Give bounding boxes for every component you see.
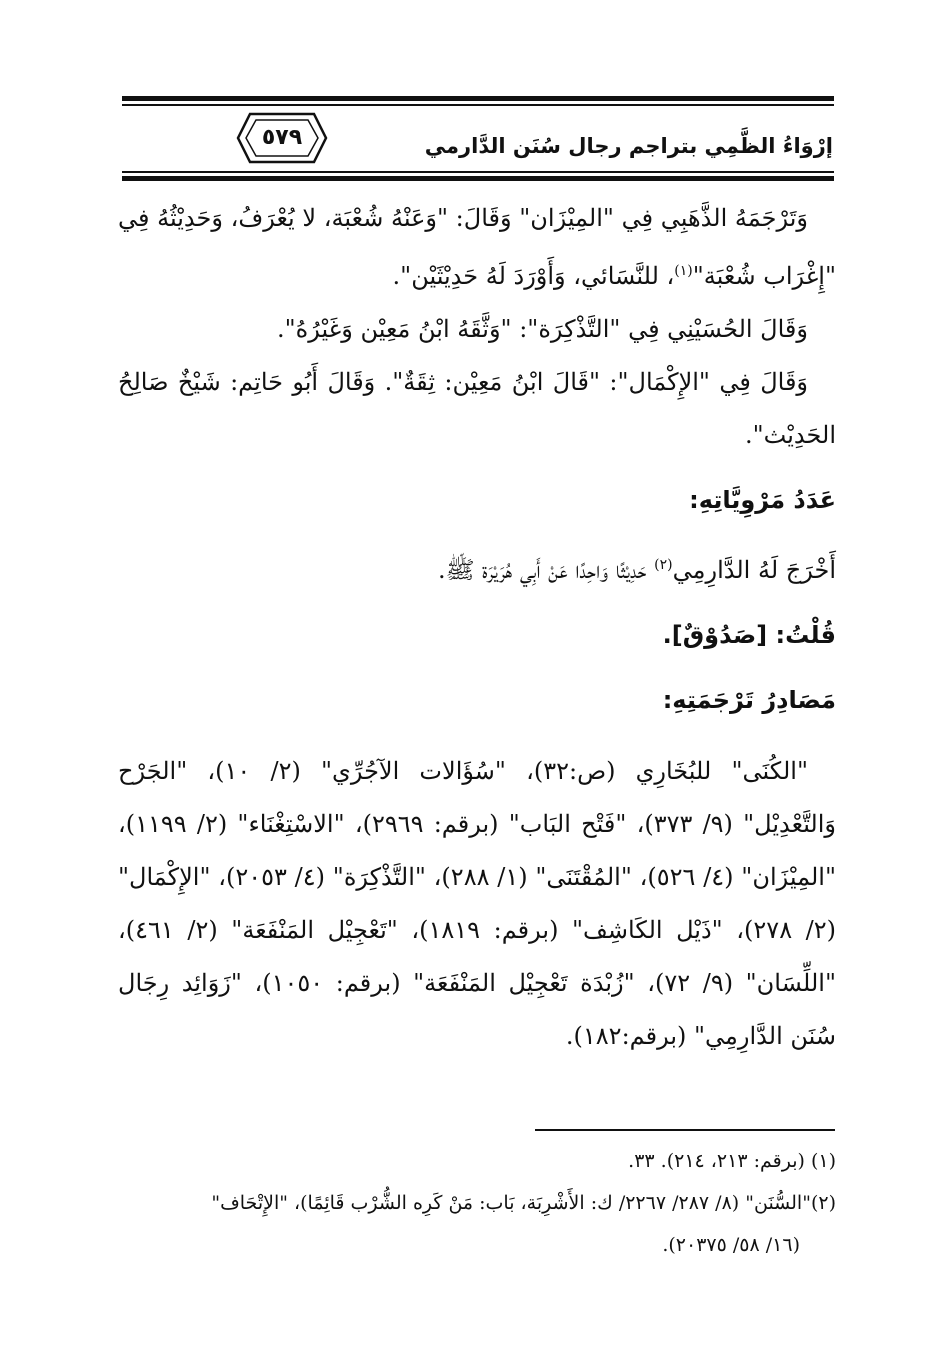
footnotes bbox=[118, 1140, 836, 1266]
paragraph bbox=[118, 192, 836, 303]
main-text bbox=[118, 192, 836, 1063]
paragraph bbox=[118, 539, 836, 597]
header-rule bbox=[122, 176, 834, 181]
paragraph: وَقَالَ الحُسَيْنِي فِي "التَّذْكِرَة": "وَثَّقَهُ ابْنُ مَعِيْن وَغَيْرُهُ". bbox=[276, 315, 808, 343]
paragraph-text: وَتَرْجَمَهُ الذَّهَبِي فِي "المِيْزَان" وَقَالَ: "وَعَنْهُ شُعْبَة، لا يُعْرَفُ، وَحَدِيْثُهُ فِي "إِغْرَاب شُعْبَة" bbox=[118, 204, 836, 290]
footnote-marker: (١) bbox=[674, 263, 693, 279]
section-heading: عَدَدُ مَرْوِيَّاتِهِ: bbox=[689, 486, 836, 514]
paragraph-text: أَخْرَجَ لَهُ الدَّارِمِي bbox=[672, 556, 836, 584]
header-rule bbox=[122, 96, 834, 101]
footnote-2-continued: (١٦/ ٥٨/ ٢٠٣٧٥). bbox=[662, 1234, 800, 1256]
footnote-marker: (٢) bbox=[654, 557, 673, 573]
sources-paragraph: "الكُنَى" للبُخَارِي (ص:٣٢)، "سُؤَالات الآجُرِّي" (٢/ ١٠)، "الجَرْح وَالتَّعْدِيْل" (٩/ ٣٧٣)، "فَتْح البَاب" (برقم: ٢٩٦٩)، "الاسْتِغْنَاء" (٢/ ١١٩٩)، "المِيْزَان" (٤/ ٥٢٦)، "المُقْتَنَى" (١/ ٢٨٨)، "التَّذْكِرَة" (٤/ ٢٠٥٣)، "الإِكْمَال" (٢/ ٢٧٨)، "ذَيْل الكَاشِف" (برقم: ١٨١٩)، "تَعْجِيْل المَنْفَعَة" (٢/ ٤٦١)، "اللِّسَان" (٩/ ٧٢)، "زُبْدَة تَعْجِيْل المَنْفَعَة" (برقم: ١٠٥٠)، "زَوَائِد رِجَال سُنَن الدَّارِمِي" (برقم:١٨٢). bbox=[118, 757, 837, 1050]
paragraph-text: حَدِيْثًا وَاحِدًا عَنْ أَبِي هُرَيْرَة ﷺ. bbox=[437, 556, 655, 584]
book-title: إرْوَاءُ الظَّمِي بتراجم رجال سُنَن الدَّارمي bbox=[424, 134, 833, 158]
footnote-divider bbox=[535, 1129, 835, 1131]
section-heading: مَصَادِرُ تَرْجَمَتِهِ: bbox=[662, 686, 836, 714]
header-rule-thin bbox=[122, 171, 834, 173]
paragraph-text: ، للنَّسَائي، وَأَوْرَدَ لَهُ حَدِيْثَيْن". bbox=[392, 262, 675, 290]
page-number: ٥٧٩ bbox=[261, 125, 303, 150]
header-rule-thin bbox=[122, 104, 834, 106]
paragraph: وَقَالَ فِي "الإِكْمَال": "قَالَ ابْنُ مَعِيْن: ثِقَةٌ". وَقَالَ أَبُو حَاتِم: شَيْخٌ صَالِحُ الحَدِيْث". bbox=[118, 368, 836, 449]
verdict-heading: قُلْتُ: [صَدُوْقٌ]. bbox=[662, 621, 836, 649]
page-number-badge bbox=[236, 108, 328, 168]
footnote-2: (٢)"السُّنَن" (٨/ ٢٨٧/ ٢٢٦٧/ ك: الأَشْرِبَة، بَاب: مَنْ كَرِه الشُّرْب قَائِمًا)، "الإِتْحَاف" bbox=[211, 1192, 836, 1214]
footnote-1: (١) (برقم: ٢١٣، ٢١٤). ٣٣. bbox=[628, 1150, 836, 1172]
